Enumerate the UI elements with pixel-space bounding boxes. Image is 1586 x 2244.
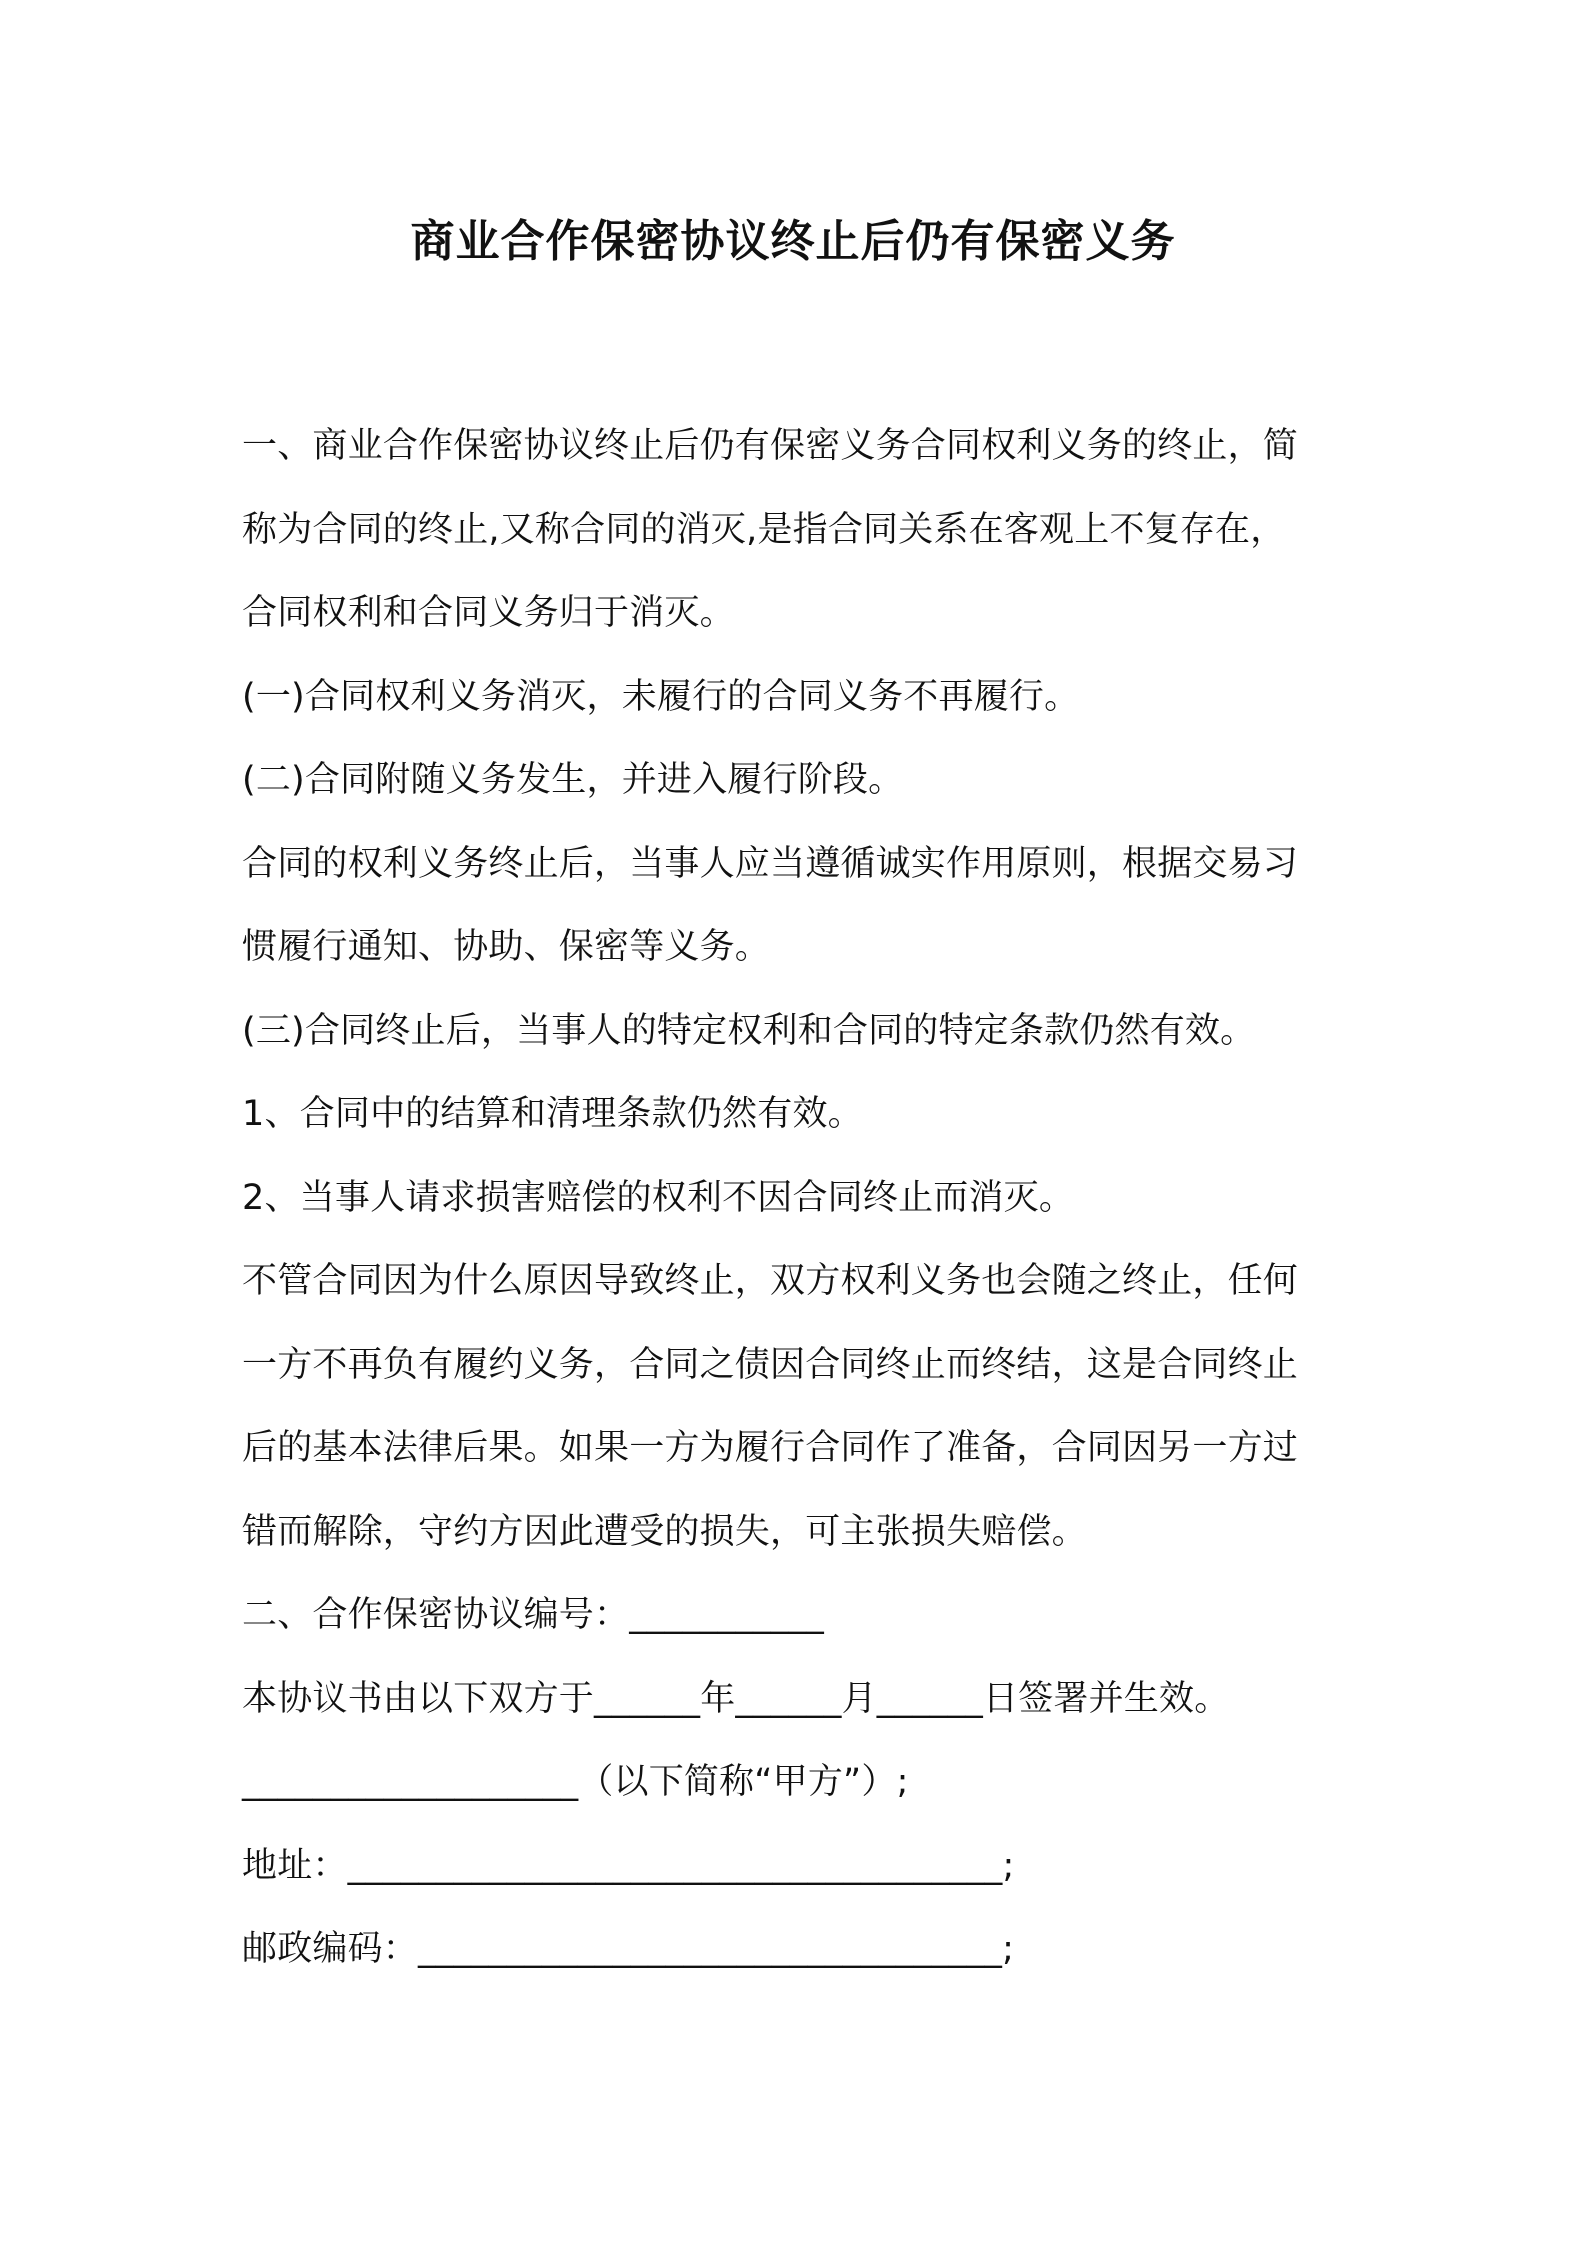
paragraph-line: 合同权利和合同义务归于消灭。	[242, 593, 735, 633]
paragraph-line: 后的基本法律后果。如果一方为履行合同作了准备，合同因另一方过	[242, 1428, 1299, 1468]
document-title: 商业合作保密协议终止后仍有保密义务	[410, 216, 1176, 267]
paragraph-line: 1、合同中的结算和清理条款仍然有效。	[242, 1094, 863, 1134]
paragraph-line: 错而解除，守约方因此遭受的损失，可主张损失赔偿。	[242, 1511, 1087, 1552]
paragraph-line: 不管合同因为什么原因导致终止，双方权利义务也会随之终止，任何	[242, 1261, 1299, 1301]
postal-code-line: 邮政编码：_________________________________;	[242, 1929, 1015, 1969]
party-a-line: ___________________（以下简称“甲方”）;	[242, 1762, 909, 1802]
paragraph-line: 一、商业合作保密协议终止后仍有保密义务合同权利义务的终止，简	[242, 426, 1299, 466]
paragraph-line: 合同的权利义务终止后，当事人应当遵循诚实作用原则，根据交易习	[242, 843, 1299, 884]
paragraph-line: (二)合同附随义务发生，并进入履行阶段。	[242, 760, 904, 800]
paragraph-line: 一方不再负有履约义务，合同之债因合同终止而终结，这是合同终止	[242, 1344, 1299, 1385]
paragraph-line: (三)合同终止后，当事人的特定权利和合同的特定条款仍然有效。	[242, 1010, 1256, 1051]
paragraph-line: (一)合同权利义务消灭，未履行的合同义务不再履行。	[242, 676, 1080, 717]
signing-date-line: 本协议书由以下双方于______年______月______日签署并生效。	[242, 1678, 1230, 1719]
paragraph-line: 2、当事人请求损害赔偿的权利不因合同终止而消灭。	[242, 1177, 1075, 1218]
address-line: 地址：_____________________________________;	[242, 1845, 1015, 1886]
agreement-number-line: 二、合作保密协议编号：___________	[242, 1595, 824, 1635]
document-body	[242, 405, 1362, 1992]
paragraph-line: 称为合同的终止,又称合同的消灭,是指合同关系在客观上不复存在，	[242, 509, 1286, 550]
paragraph-line: 惯履行通知、协助、保密等义务。	[242, 927, 771, 967]
